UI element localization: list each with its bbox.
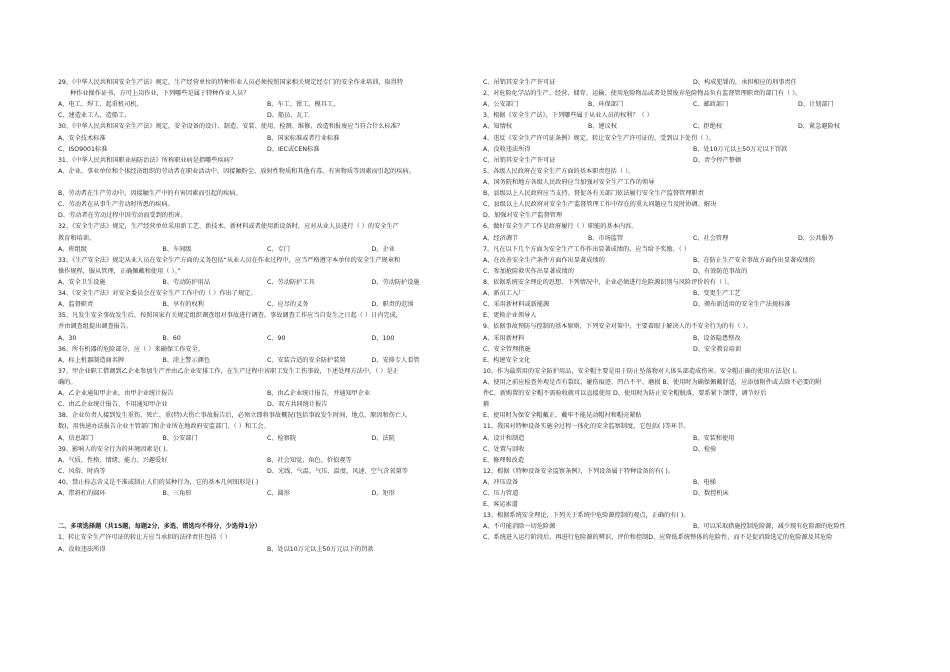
option-text: D、颁布新适用的安全生产法规标准 <box>693 301 791 309</box>
option-row <box>483 155 903 166</box>
option-text: C、安装合适的安全防护装置 <box>267 356 346 364</box>
question-text: 11、我国对特种设备实施全过程一体化的安全监察制度，它包括( )等环节。 <box>483 423 690 431</box>
question-text: C、劳动者在从事生产劳动时所患的疾病。 <box>58 201 174 209</box>
option-row <box>483 477 903 488</box>
question-text: E、构建安全文化 <box>483 356 531 364</box>
section-heading: 二、多项选择题（共15题，每题2分，多选、错选均不得分，少选得1分） <box>58 523 261 531</box>
option-text: D、100 <box>371 334 395 342</box>
option-text: A、安全技术标准 <box>58 134 106 142</box>
option-text: B、可以采取措施控制危险源，减少现有危险源的危险性 <box>693 523 846 531</box>
option-text: D、IEC或CEN标准 <box>267 145 320 153</box>
question-text: A、使用之前应检查外观是否有裂纹、碰伤痕迹、凹凸不平、磨损 B、使用时为确保佩戴舒适，应添加附件或去除不必要的附 <box>483 378 822 386</box>
option-row <box>58 133 476 144</box>
option-text: C、拒绝权 <box>693 123 723 131</box>
option-text: B、劳动防护用品 <box>162 278 211 286</box>
question-text: 12、根据《特种设备安全监察条例》，下列设备属于特种设备的有( )。 <box>483 467 675 475</box>
question-text: 3、根据《安全生产法》，下列哪些属于从业人员的权利？（ ） <box>483 112 653 120</box>
blank-line <box>58 499 476 510</box>
option-text: C、风俗、时尚等 <box>58 467 106 475</box>
option-row <box>483 333 903 344</box>
question-text: 33、《生产安全法》规定从业人员在安全生产方面的义务包括“从业人员在作业过程中，应当严格遵守本单位的安全生产规章和 <box>58 256 401 264</box>
option-text: A、安全卫生设施 <box>58 278 106 286</box>
question-text: 6、做好安全生产工作是政府履行（ ）职能的基本内容。 <box>483 223 638 231</box>
question-text: 37、甲企业职工借调到乙企业参加生产并由乙企业安排工作，在生产过程中该职工发生工伤事故，下述处理方法中，（ ）是正 <box>58 367 399 375</box>
question-text: 31、《中华人民共和国职业病防治法》所称职业病是指哪些疾病？ <box>58 156 237 164</box>
option-row <box>483 266 903 277</box>
option-text: B、公安部门 <box>162 434 198 442</box>
option-text: B、60 <box>162 334 181 342</box>
option-text: B、在防止生产安全事故方面作出显著成绩的 <box>693 256 815 264</box>
option-text: B、三角形 <box>162 490 192 498</box>
option-row <box>58 277 476 288</box>
option-text: D、安全教育培训 <box>693 345 742 353</box>
question-text: 9、依据事故预防与控制的基本原则，下列安全对策中，主要着眼于解决人的不安全行为的有（ ）。 <box>483 323 752 331</box>
option-text: D、法院 <box>371 434 395 442</box>
option-text: D、数控机床 <box>693 490 729 498</box>
question-text: 34、《安全生产法》对安全委员会在安全生产工作中的（ ）作出了规定。 <box>58 290 257 298</box>
right-column <box>483 77 903 544</box>
option-text: B、电梯 <box>693 478 716 486</box>
option-row <box>58 244 476 255</box>
question-text: 5、各级人民政府在安全生产方面的基本职责包括（ ）。 <box>483 167 635 175</box>
option-row <box>58 110 476 121</box>
option-row <box>483 521 903 532</box>
option-row <box>58 488 476 499</box>
option-text: D、公共服务 <box>798 234 834 242</box>
option-text: A、新员工入厂 <box>483 290 525 298</box>
option-text: D、光线、气温、气压、温度、风速、空气含氧量等 <box>267 467 408 475</box>
option-text: A、经济调节 <box>483 234 519 242</box>
question-text: 7、凡在以下几个方面为安全生产工作作出显著成绩的，应当给予奖励。（ ） <box>483 245 690 253</box>
option-text: C、应尽的义务 <box>267 301 309 309</box>
question-text: C、系统进入运行阶段后，再进行危险源的辨识、评价和控制D、应降低系统整体的危险性，而不是促消除选定的危险源及其危险 <box>483 534 833 542</box>
option-text: D、紧急避险权 <box>798 123 840 131</box>
option-row <box>58 399 476 410</box>
option-text: C、吊销其安全生产许可证 <box>483 79 556 86</box>
option-row <box>58 433 476 444</box>
option-text: A、信息部门 <box>58 434 94 442</box>
option-text: B、国家标准或者行业标准 <box>267 134 340 142</box>
question-text: 40、禁止标志含义是不准或制止人们的某种行为，它的基本几何图形是( ) <box>58 478 259 486</box>
option-text: A、设计和制造 <box>483 434 525 442</box>
question-text: 件C、新购置的安全帽不需验收就可以直接使用 D、使用时为防止安全帽脱落，要系紧下颌带，调节好后 <box>483 390 767 398</box>
option-text: C、专门 <box>267 245 290 253</box>
option-text: C、劳动防护工具 <box>267 278 315 286</box>
option-text: D、劳动防护设施 <box>371 278 420 286</box>
question-text: 36、所有机器的危险部分，应（ ）来确保工作安全。 <box>58 345 204 353</box>
option-text: C、圆形 <box>267 490 290 498</box>
option-text: D、检验 <box>693 445 717 453</box>
question-text: 1、转让安全生产许可证的转让方应当承担的法律责任包括（ ） <box>58 534 231 542</box>
option-row <box>483 121 903 132</box>
option-row <box>483 444 903 455</box>
question-text: 并由调查组提出调查报告。 <box>58 323 133 331</box>
option-text: C、处置与回收 <box>483 445 525 453</box>
option-row <box>483 255 903 266</box>
option-text: C、邮政部门 <box>693 101 729 109</box>
option-text: D、职责的范围 <box>371 301 414 309</box>
option-row <box>58 388 476 399</box>
option-text: B、车间级 <box>162 245 192 253</box>
option-row <box>483 99 903 110</box>
option-text: D、构成犯罪的，承担相应的刑事责任 <box>693 79 797 86</box>
option-text: C、采用新材料或新能源 <box>483 301 550 309</box>
option-row <box>58 333 476 344</box>
option-row <box>483 77 903 88</box>
option-text: A、班组级 <box>58 245 87 253</box>
option-text: B、安装和使用 <box>693 434 735 442</box>
option-text: D、矩形 <box>371 490 395 498</box>
option-text: C、由乙企业统计报告，不用通知甲企业 <box>58 401 168 409</box>
left-column <box>58 77 476 555</box>
option-text: A、标上机器制造商名牌 <box>58 356 125 364</box>
question-text: 39、影响人的安全行为的环境因素是( )。 <box>58 445 172 453</box>
option-text: A、没收违法所得 <box>58 545 106 553</box>
option-text: A、在改善安全生产条件方面作出显著成绩的 <box>483 256 605 264</box>
option-text: C、吊销其安全生产许可证 <box>483 156 556 164</box>
option-text: A、乙企业通知甲企业，由甲企业统计报告 <box>58 390 174 398</box>
question-text: 教育和培训。 <box>58 234 96 242</box>
question-text: 30、《中华人民共和国安全生产法》规定，安全设备的设计、制造、安装、使用、检测、维修、改造和报废应当符合什么标准？ <box>58 123 404 131</box>
question-text: E、使用时为保安全帽戴正，戴牢不能晃动帽衬和帽壳紧贴 <box>483 412 642 420</box>
option-text: A、带斜杠的圆环 <box>58 490 106 498</box>
option-text: C、ISO9001标准 <box>58 145 108 153</box>
question-text: 种作业操作证书，方可上岗作业，下列哪些是属于特种作业人员？ <box>70 90 250 98</box>
question-text: E、客运索道 <box>483 501 518 509</box>
question-text: C、县级以上人民政府对安全生产监督管理工作中存在的重大问题应当及时协调、解决 <box>483 201 717 209</box>
option-text: C、检察院 <box>267 434 297 442</box>
option-row <box>483 144 903 155</box>
option-text: C、建造业工人、造船工、 <box>58 112 131 120</box>
option-text: B、享有的权利 <box>162 301 204 309</box>
option-text: B、车工、钳工、模具工、 <box>267 101 340 109</box>
question-text: 8、依据系统安全理论的思想，下列情况中，企业必须进行危险源识别与风险评价的有（ ）。 <box>483 278 734 286</box>
option-text: B、涂上警示颜色 <box>162 356 211 364</box>
option-row <box>58 299 476 310</box>
option-text: D、安排专人看管 <box>371 356 420 364</box>
option-text: B、变更生产工艺 <box>693 290 741 298</box>
option-text: A、监督职责 <box>58 301 94 309</box>
option-row <box>58 466 476 477</box>
option-text: B、建议权 <box>588 123 617 131</box>
option-row <box>483 488 903 499</box>
option-row <box>58 144 476 155</box>
option-text: D、双方共同统计报告 <box>267 401 328 409</box>
option-row <box>483 299 903 310</box>
option-text: C、社会管理 <box>693 234 729 242</box>
option-text: B、社会知觉、角色、价值观等 <box>267 456 352 464</box>
option-text: A、公安部门 <box>483 101 519 109</box>
option-text: D、有效防范事故的 <box>693 267 748 275</box>
option-row <box>483 344 903 355</box>
option-text: A、30 <box>58 334 77 342</box>
question-text: 2、对危险化学品的生产、经营、储存、运输、使用危险物品或者处置废弃危险物品负有监督管理职责的部门有（ ）。 <box>483 90 802 98</box>
question-text: 操作规程，服从管理，正确佩戴和使用（ ）。” <box>58 267 181 275</box>
option-text: B、处10万元以上50万元以下罚款 <box>693 145 788 153</box>
question-text: D、劳动者在劳动过程中因劳动而受到的伤害。 <box>58 212 187 220</box>
option-text: A、知情权 <box>483 123 512 131</box>
option-text: B、处以10万元以上50万元以下的罚款 <box>267 545 374 553</box>
question-text: A、企业、事业单位和个体经济组织的劳动者在职业活动中，因接触粉尘、放射性物质和其他有毒、有害物质等因素而引起的疾病。 <box>58 167 415 175</box>
option-row <box>58 544 476 555</box>
option-text: C、参加抢险救灾作出显著成绩的 <box>483 267 574 275</box>
question-text: 箍 <box>483 401 490 409</box>
option-row <box>483 433 903 444</box>
option-text: D、责令停产整顿 <box>693 156 742 164</box>
option-text: A、不可能消除一切危险源 <box>483 523 556 531</box>
option-text: A、气质、性格、情绪、能力、兴趣爱好 <box>58 456 168 464</box>
option-text: B、设备隐患整改 <box>693 334 741 342</box>
question-text: 29、《中华人民共和国安全生产法》规定，生产经营单位的特种作业人员必须按照国家相关规定经专门的安全作业培训，取得特 <box>58 79 404 86</box>
blank-line <box>58 510 476 521</box>
question-text: 确的。 <box>58 378 77 386</box>
question-text: B、劳动者在生产劳动中，因接触生产中的有害因素而引起的疾病。 <box>58 190 242 198</box>
question-text: B、县级以上人民政府应当支持、督促各有关部门依法履行安全生产监督管理职责 <box>483 190 704 198</box>
option-text: A、没收违法所得 <box>483 145 531 153</box>
question-text: 32、《安全生产法》规定，生产经营单位采用新工艺、新技术、新材料或者使用新设备时，应对从业人员进行（ ）的安全生产 <box>58 223 399 231</box>
option-row <box>483 233 903 244</box>
option-text: D、船员、瓦工 <box>267 112 309 120</box>
option-text: B、环保部门 <box>588 101 624 109</box>
blank-line <box>58 177 476 188</box>
option-text: C、安全管理措施 <box>483 345 531 353</box>
question-text: E、修理和改造 <box>483 456 525 464</box>
question-text: 38、企业负责人接到发生重伤、死亡、重(特)大伤亡事故报告后，必须立即将事故概况(包括事故发生时间、地点、原因和伤亡人 <box>58 412 408 420</box>
question-text: 13、根据系统安全理论，下列关于系统中危险源控制的观点，正确的有( )。 <box>483 512 690 520</box>
option-text: D、企业 <box>371 245 395 253</box>
option-row <box>58 99 476 110</box>
option-row <box>483 288 903 299</box>
option-text: C、90 <box>267 334 286 342</box>
option-row <box>58 455 476 466</box>
option-text: C、压力管道 <box>483 490 519 498</box>
option-text: A、冲压设备 <box>483 478 519 486</box>
option-text: B、由乙企业统计报告，并通知甲企业 <box>267 390 371 398</box>
question-text: 10、作为最常用的安全防护用品，安全帽主要是用于防止坠落物对人体头部造成伤害。安全帽正确的使用方法是( )。 <box>483 367 801 375</box>
question-text: 4、违反《安全生产许可证条例》规定，转让安全生产许可证的，受到以下处罚（ ）。 <box>483 134 715 142</box>
option-text: B、市场监管 <box>588 234 624 242</box>
question-text: A、国务院和地方各级人民政府应当加强对安全生产工作的领导 <box>483 178 655 186</box>
question-text: E、更换企业领导人 <box>483 312 537 320</box>
question-text: 35、凡发生安全事故发生后，按照国家有关规定组织调查组对事故进行调查。事故调查工作应当自发生之日起（ ）日内完成， <box>58 312 402 320</box>
option-text: A、电工、焊工、起重机司机、 <box>58 101 143 109</box>
option-text: D、计划部门 <box>798 101 834 109</box>
option-row <box>58 355 476 366</box>
option-text: A、采用新材料 <box>483 334 525 342</box>
question-text: 数)，用快速办法报告企业主管部门和企业所在地政府安监部门、（ ）和工会。 <box>58 423 270 431</box>
question-text: D、加强对安全生产监督管理 <box>483 212 563 220</box>
